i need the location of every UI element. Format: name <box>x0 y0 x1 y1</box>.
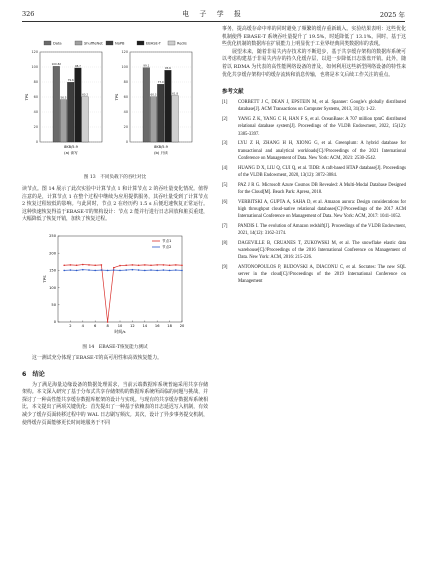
x-axis-label: 时间/s <box>114 328 126 334</box>
legend-swatch <box>44 41 51 45</box>
bar <box>157 84 164 142</box>
paragraph-continued: 事务，提高缓存命中率的同时避免了频繁的缓存重新载入。实验结果表明：这些优化机制使得 EBASE-T 系统吞吐量提升了 19.5%，时延降低了 13.1%。同时，基于这些优化机制的数据库在扩展能力上明显优于工业界经典同类数据库的表现。 <box>222 26 406 48</box>
x-tick-label: 2 <box>69 323 72 328</box>
data-point <box>82 264 84 266</box>
y-tick-label: 250 <box>49 234 56 239</box>
legend-label: NoPB <box>115 41 125 46</box>
data-point <box>150 269 152 271</box>
reference-number: [9] <box>222 264 228 270</box>
data-point <box>63 270 65 272</box>
y-axis-label: TPS <box>42 275 47 283</box>
y-tick-label: 0 <box>125 140 128 145</box>
reference-text: ANTONOPOULOS P, BUDOVSKI A, DIACONU C, et al. Socrates: The new SQL server in the cloud[C]//Proceedings of the 2019 International Conference on Management <box>238 264 406 285</box>
page-header <box>22 8 405 22</box>
bar <box>150 97 157 142</box>
bar <box>53 66 60 142</box>
legend-label: EBASE-T <box>146 41 161 46</box>
figure-13-chart <box>22 38 208 166</box>
y-tick-label: 60 <box>123 95 128 100</box>
reference-text: CORBETT J C, DEAN J, EPSTEIN M, et al. Spanner: Google's globally distributed database[J]. ACM Transactions on Computer Systems, 2013, 31(3): 1-22. <box>238 100 406 113</box>
bar <box>165 70 172 142</box>
data-point <box>76 270 78 272</box>
left-column <box>22 26 208 427</box>
header-rule <box>22 21 405 22</box>
figure-14 <box>42 230 228 342</box>
reference-text: YANG Z K, YANG C H, HAN F S, et al. OceanBase: A 707 million tpmC distributed relational database system[J]. Proceedings of the VLDB Endowment, 2022, 15(12): 3385-3397. <box>238 117 406 137</box>
legend-swatch <box>137 41 144 45</box>
paragraph-summary: 这一测试充分体现了EBASE-T的高可用性和高效恢复能力。 <box>32 354 163 361</box>
data-point <box>70 269 72 271</box>
bar-value-label: 60.3 <box>150 92 157 97</box>
reference-number: [5] <box>222 182 228 188</box>
data-point <box>175 269 177 271</box>
page-number: 326 <box>22 10 35 18</box>
journal-title: 电 子 学 报 <box>182 10 245 18</box>
y-tick-label: 100 <box>31 65 38 70</box>
reference-text: VERBITSKI A, GUPTA A, SAHA D, et al. Amazon aurora: Design considerations for high throughput cloud-native relational databases[C]//Proceedings of the 2017 ACM International Conference on Management of Data. New York: ACM, 2017: 1041-1052. <box>238 199 406 219</box>
figure-13 <box>22 38 208 172</box>
reference-item <box>222 116 406 138</box>
data-point <box>125 269 127 271</box>
reference-text: DAGEVILLE B, CRUANES T, ZUKOWSKI M, et al. The snowflake elastic data warehouse[C]//Proceedings of the 2016 International Conference on Management of Data. New York: ACM, 2016: 215-226. <box>238 240 406 261</box>
legend-label: 节点2 <box>162 244 172 249</box>
data-point <box>119 265 121 267</box>
reference-number: [1] <box>222 100 228 106</box>
figure-14-chart <box>42 230 192 338</box>
reference-item <box>222 182 406 196</box>
y-tick-label: 0 <box>53 320 56 325</box>
data-point <box>88 264 90 266</box>
reference-number: [4] <box>222 165 228 171</box>
paragraph-outlook: 展望未来，随着非易失内存技术的不断进步，基于共享缓存架构的数据库系统可以考虑构建基于非易失内存的持久化缓存层，以进一步降低日志落盘开销。此外，随着以 RDMA 为代表的高性能网络设备的普及，如何利用这些新型网络设备的特性来优化共享缓存架构中的缓存流转和消息传输，也将是本文后续工作关注的重点。 <box>222 48 406 78</box>
legend-swatch <box>75 41 82 45</box>
data-point <box>107 270 109 272</box>
paragraph-recovery: 读节点。图 14 展示了此次实验中计算节点 1 和计算节点 2 的吞吐量变化情况。值得注意的是，计算节点 1 在整个过程中继续为应用提供服务，其吞吐量受到了计算节点 2 恢复过程较低的影响。与此同时，节点 2 在经历约 1.5 s 后便迅速恢复正常运行。这种快速恢复得益于EBASE-T的架构设计：节点 2 能并行进行日志回放和脏页重建，大幅降低了恢复开销，加快了恢复过程。 <box>22 186 208 223</box>
data-point <box>82 269 84 271</box>
legend-label: 节点1 <box>162 238 172 243</box>
data-point <box>163 269 165 271</box>
data-point <box>76 264 78 266</box>
references-list <box>222 99 406 285</box>
x-tick-label: 4 <box>81 323 84 328</box>
data-point <box>113 267 115 269</box>
bar-value-label: 79.6 <box>67 78 74 83</box>
y-tick-label: 50 <box>51 302 56 307</box>
reference-item <box>222 165 406 179</box>
bar <box>143 68 150 142</box>
data-point <box>175 264 177 266</box>
reference-item <box>222 99 406 113</box>
journal-year: 2025 年 <box>379 11 405 19</box>
y-axis-label: TPS <box>115 93 119 101</box>
data-point <box>150 264 152 266</box>
y-tick-label: 150 <box>49 268 56 273</box>
reference-text: PAZ J R G. Microsoft Azure Cosmos DB Revealed: A Multi-Modal Database Designed for the Cloud[M]. Beach Park: Apress, 2018. <box>238 182 406 195</box>
bar-value-label: 77.0 <box>157 80 164 85</box>
bar-value-label: 98.7 <box>74 63 81 68</box>
legend-label: ShuffleNet <box>84 41 103 46</box>
y-tick-label: 80 <box>33 80 38 85</box>
data-point <box>63 264 65 266</box>
references-title: 参考文献 <box>222 89 244 96</box>
legend-swatch <box>106 41 113 45</box>
y-tick-label: 60 <box>33 95 38 100</box>
y-tick-label: 0 <box>35 140 38 145</box>
data-point <box>113 269 115 271</box>
section-title-conclusion: 6 结论 <box>22 370 45 378</box>
data-point <box>94 270 96 272</box>
y-tick-label: 40 <box>123 110 128 115</box>
reference-number: [2] <box>222 117 228 123</box>
reference-item <box>222 140 406 162</box>
x-group-label: 8KB/5.9 <box>64 145 78 149</box>
x-tick-label: 20 <box>179 323 185 328</box>
reference-number: [7] <box>222 223 228 229</box>
bar <box>75 68 82 142</box>
reference-number: [8] <box>222 240 228 246</box>
data-point <box>94 264 96 266</box>
legend-label: Redis <box>177 41 187 46</box>
reference-item <box>222 223 406 237</box>
bar <box>82 97 89 142</box>
data-point <box>125 264 127 266</box>
data-point <box>107 321 109 323</box>
y-tick-label: 20 <box>33 125 38 130</box>
data-point <box>181 270 183 272</box>
y-tick-label: 100 <box>121 65 128 70</box>
y-tick-label: 40 <box>33 110 38 115</box>
data-point <box>70 264 72 266</box>
y-tick-label: 120 <box>121 50 128 55</box>
panel-label: (b) 只读 <box>154 151 168 155</box>
y-axis-label: TPS <box>25 93 29 101</box>
x-tick-label: 12 <box>130 323 135 328</box>
bar-value-label: 95.6 <box>164 66 171 71</box>
data-point <box>101 264 103 266</box>
data-point <box>119 270 121 272</box>
right-column <box>222 26 406 288</box>
x-group-label: 8KB/5.9 <box>154 145 168 149</box>
bar-value-label: 60.2 <box>82 92 89 97</box>
data-point <box>138 269 140 271</box>
bar-value-label: 99.1 <box>143 63 150 68</box>
y-tick-label: 20 <box>123 125 128 130</box>
y-tick-label: 100 <box>49 285 56 290</box>
reference-text: LYU Z H, ZHANG H H, XIONG G, et al. Greenplum: A hybrid database for transactional and analytical workloads[C]//Proceedings of the 2021 International Conference on Management of Data. New York: ACM, 2021: 2530-2542. <box>238 141 406 161</box>
bar-value-label: 56.5 <box>60 95 67 100</box>
x-tick-label: 10 <box>117 323 123 328</box>
data-point <box>132 269 134 271</box>
data-point <box>181 264 183 266</box>
data-point <box>163 264 165 266</box>
data-point <box>169 270 171 272</box>
reference-number: [6] <box>222 199 228 205</box>
data-point <box>88 269 90 271</box>
legend-swatch <box>168 41 175 45</box>
data-point <box>169 264 171 266</box>
data-point <box>144 264 146 266</box>
y-tick-label: 200 <box>49 251 56 256</box>
data-point <box>156 270 158 272</box>
bar <box>67 82 74 142</box>
series-line <box>64 265 182 322</box>
reference-item <box>222 199 406 221</box>
reference-item <box>222 240 406 262</box>
panel-label: (a) 读写 <box>64 151 78 155</box>
x-tick-label: 6 <box>94 323 97 328</box>
x-tick-label: 14 <box>142 323 148 328</box>
legend-label: Data <box>53 41 62 46</box>
paragraph-conclusion: 为了满足海量边缘设备的数据处理需求，当前云端数据库系统普遍采用共享存储架构。本文深入研究了基于分布式共享存储架构的数据库系统所面临的问题与挑战，并探讨了一种高性能共享缓存数据库框架的设计与实现。与现有的共享缓存数据库系统相比，本文提出了两项关键优化：首先提出了一种基于依赖表的日志延迟写入机制，有效减少了缓存页面转移过程中的 WAL 日志刷写频次。其次，设计了异步事务提交机制，使得缓存页面能够更长时间地服务于不同 <box>22 381 208 426</box>
x-tick-label: 16 <box>154 323 160 328</box>
bar-value-label: 100.82 <box>51 62 62 67</box>
data-point <box>156 264 158 266</box>
x-tick-label: 18 <box>167 323 172 328</box>
bar <box>172 96 179 142</box>
reference-item <box>222 264 406 286</box>
reference-text: PANDIS I. The evolution of Amazon redshift[J]. Proceedings of the VLDB Endowment, 2021, 14(12): 3162-3174. <box>238 223 406 236</box>
figure-14-caption: 图 14 EBASE-T恢复能力测试 <box>82 344 148 350</box>
data-point <box>101 269 103 271</box>
data-point <box>132 264 134 266</box>
data-point <box>138 264 140 266</box>
y-tick-label: 120 <box>31 50 38 55</box>
reference-number: [3] <box>222 141 228 147</box>
bar <box>60 100 67 142</box>
x-tick-label: 8 <box>106 323 109 328</box>
bar-value-label: 61.8 <box>172 91 179 96</box>
y-tick-label: 80 <box>123 80 128 85</box>
reference-text: HUANG D X, LIU Q, CUI Q, et al. TiDB: A raft-based HTAP database[J]. Proceedings of the VLDB Endowment, 2020, 13(12): 3072-3084. <box>238 165 406 178</box>
data-point <box>144 270 146 272</box>
series-line <box>64 270 182 271</box>
figure-13-caption: 图 13 不同负载下的吞吐对比 <box>83 175 147 180</box>
